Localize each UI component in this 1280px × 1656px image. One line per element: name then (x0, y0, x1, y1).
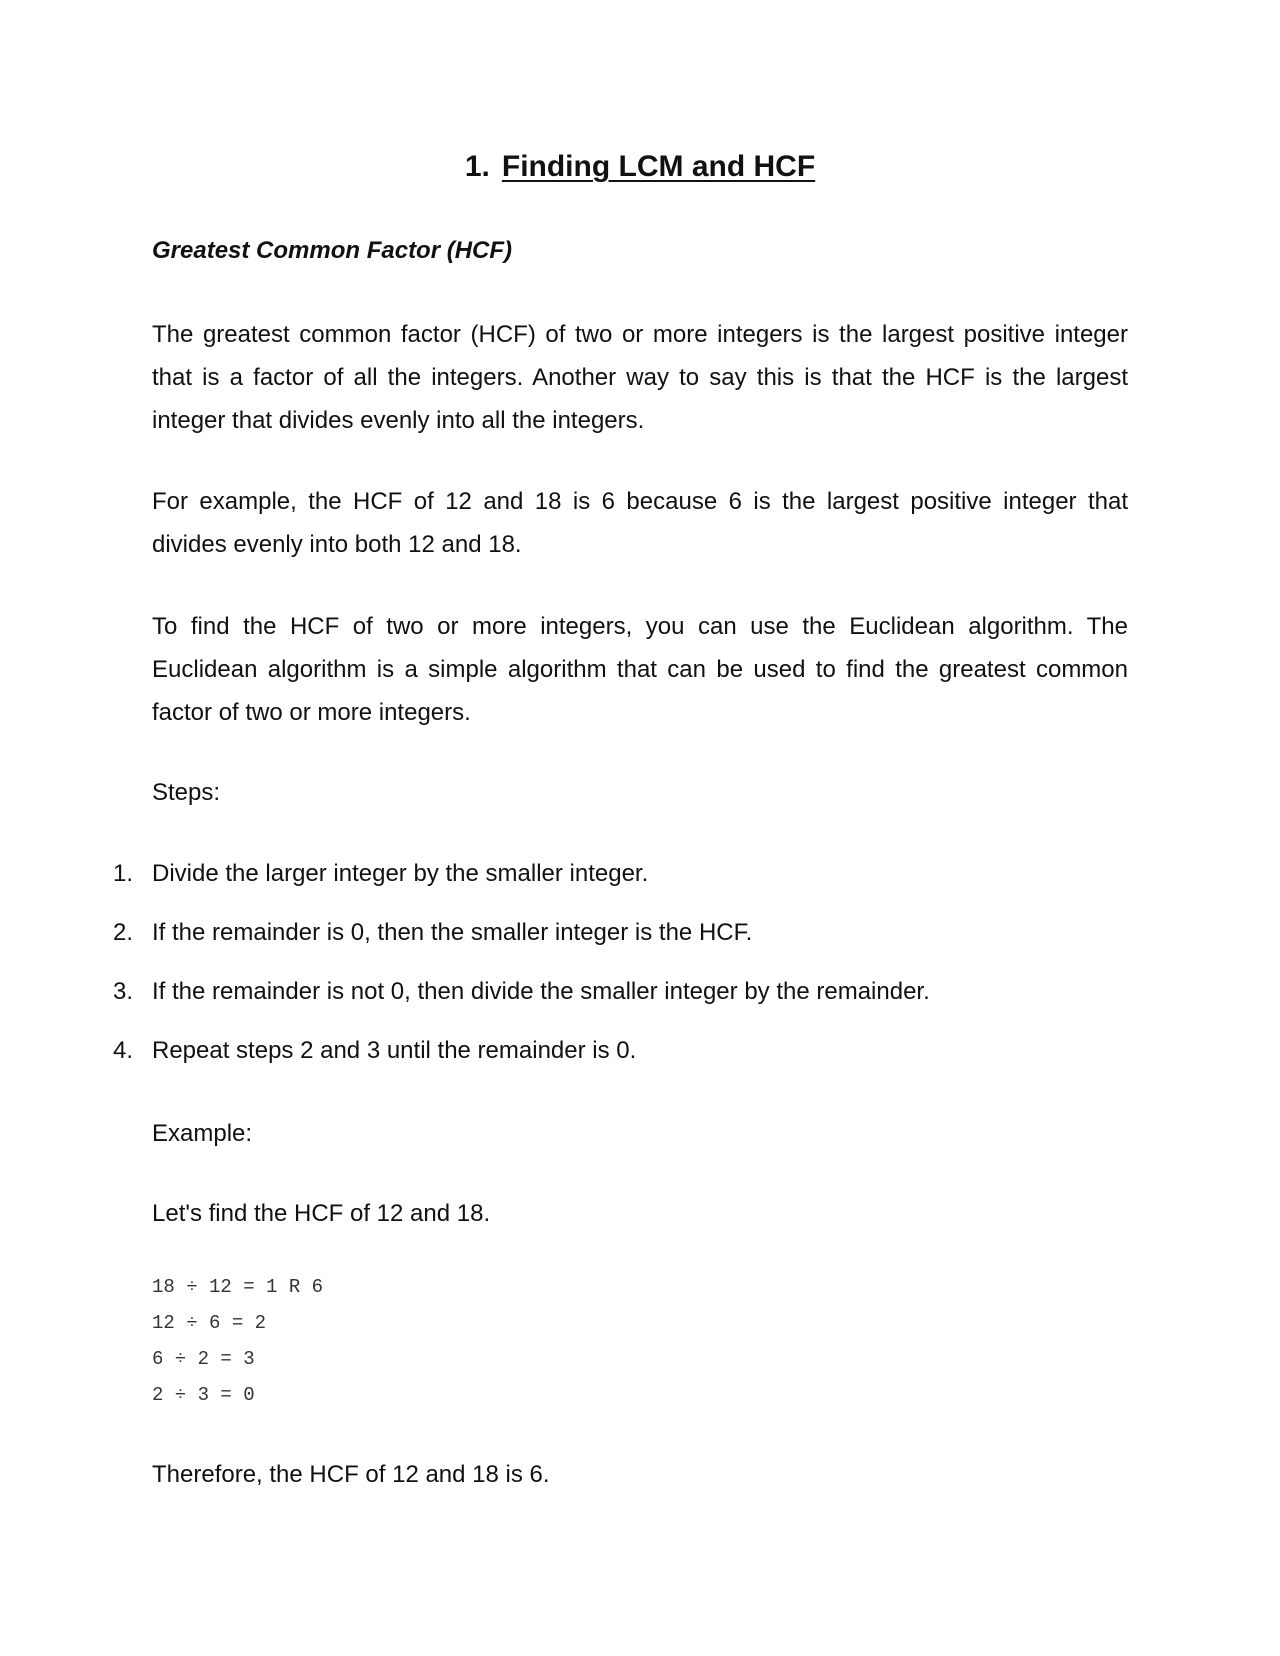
calculation-line: 18 ÷ 12 = 1 R 6 (152, 1276, 324, 1298)
step-number: 3. (113, 978, 134, 1005)
calculation-line: 12 ÷ 6 = 2 (152, 1312, 267, 1334)
step-number: 1. (113, 860, 134, 887)
step-text: Divide the larger integer by the smaller integer. (152, 860, 649, 887)
example-paragraph: For example, the HCF of 12 and 18 is 6 because 6 is the largest positive integer that divides evenly into both 12 and 18. (152, 488, 1128, 558)
calculation-line: 2 ÷ 3 = 0 (152, 1384, 255, 1406)
list-item (0, 917, 1280, 976)
definition-paragraph: The greatest common factor (HCF) of two or more integers is the largest positive integer that is a factor of all the integers. Another way to say this is that the HCF is the largest integer that divides evenly into all the integers. (152, 321, 1128, 434)
list-item (0, 1035, 1280, 1094)
page-title (0, 147, 1280, 187)
steps-label: Steps: (152, 779, 221, 806)
algorithm-paragraph: To find the HCF of two or more integers, you can use the Euclidean algorithm. The Euclidean algorithm is a simple algorithm that can be used to find the greatest common factor of two or more integers. (152, 613, 1128, 726)
step-text: If the remainder is not 0, then divide the smaller integer by the remainder. (152, 978, 930, 1005)
calculation-line: 6 ÷ 2 = 3 (152, 1348, 255, 1370)
section-heading: Greatest Common Factor (HCF) (152, 237, 513, 264)
list-item (0, 858, 1280, 917)
calculation-block (152, 1275, 323, 1419)
example-label: Example: (152, 1120, 253, 1147)
list-item (0, 976, 1280, 1035)
step-number: 2. (113, 919, 134, 946)
title-number: 1. (464, 150, 490, 183)
conclusion-text: Therefore, the HCF of 12 and 18 is 6. (152, 1461, 550, 1488)
example-intro: Let's find the HCF of 12 and 18. (152, 1200, 491, 1227)
step-text: Repeat steps 2 and 3 until the remainder is 0. (152, 1037, 637, 1064)
steps-list (0, 858, 1280, 1094)
step-number: 4. (113, 1037, 134, 1064)
title-text: Finding LCM and HCF (501, 150, 816, 183)
step-text: If the remainder is 0, then the smaller integer is the HCF. (152, 919, 753, 946)
